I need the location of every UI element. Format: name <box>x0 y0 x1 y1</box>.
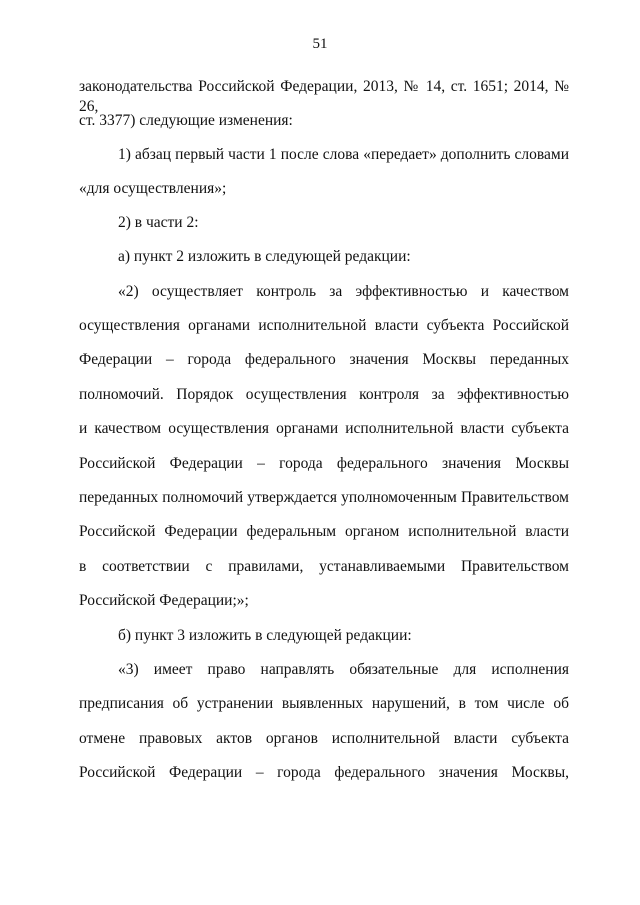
text-line: а) пункт 2 изложить в следующей редакции: <box>118 248 411 265</box>
text-line: и качеством осуществления органами исполнительной власти субъекта <box>79 420 569 437</box>
page-number: 51 <box>312 36 328 52</box>
text-line: Российской Федерации – города федерального значения Москвы <box>79 455 569 472</box>
text-line: Российской Федерации;»; <box>79 592 249 609</box>
text-line: Федерации – города федерального значения Москвы переданных <box>79 351 569 368</box>
text-line: б) пункт 3 изложить в следующей редакции: <box>118 627 412 644</box>
text-line: «для осуществления»; <box>79 180 227 197</box>
text-line: 2) в части 2: <box>118 214 199 231</box>
text-line: в соответствии с правилами, устанавливаемыми Правительством <box>79 558 569 575</box>
text-line: переданных полномочий утверждается уполномоченным Правительством <box>79 489 569 506</box>
text-line: «3) имеет право направлять обязательные для исполнения <box>118 661 569 678</box>
text-line: ст. 3377) следующие изменения: <box>79 112 293 129</box>
text-line: законодательства Российской Федерации, 2013, № 14, ст. 1651; 2014, № 26, <box>79 78 569 115</box>
text-line: полномочий. Порядок осуществления контроля за эффективностью <box>79 386 569 403</box>
text-line: осуществления органами исполнительной власти субъекта Российской <box>79 317 569 334</box>
text-line: Российской Федерации федеральным органом исполнительной власти <box>79 523 569 540</box>
text-line: 1) абзац первый части 1 после слова «передает» дополнить словами <box>118 146 569 163</box>
text-line: отмене правовых актов органов исполнительной власти субъекта <box>79 730 569 747</box>
text-line: предписания об устранении выявленных нарушений, в том числе об <box>79 695 569 712</box>
text-line: Российской Федерации – города федерального значения Москвы, <box>79 764 569 781</box>
text-line: «2) осуществляет контроль за эффективностью и качеством <box>118 283 569 300</box>
